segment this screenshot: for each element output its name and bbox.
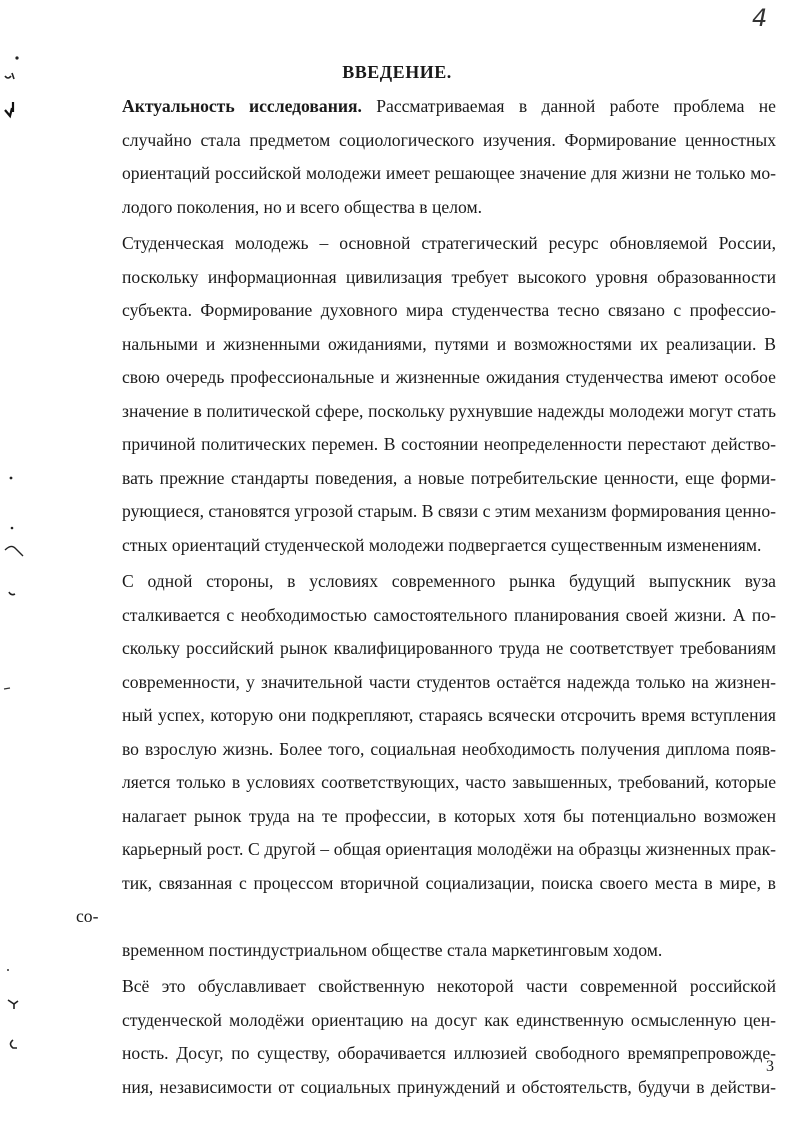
paragraph [76, 90, 776, 224]
paragraph-line: во взрослую жизнь. Более того, социальная необходимость получения диплома появ- [122, 738, 776, 759]
page-title: ВВЕДЕНИЕ. [342, 62, 452, 82]
paragraph-line: ный успех, которую они подкрепляют, стараясь всячески отсрочить время вступления [122, 705, 776, 725]
paragraph-line: случайно стала предметом социологического изучения. Формирование ценностных [122, 129, 776, 150]
paragraph-line: ность. Досуг, по существу, оборачивается иллюзией свободного времяпрепровожде- [122, 1043, 776, 1063]
paragraph-line: рующиеся, становятся угрозой старым. В связи с этим механизм формирования ценно- [122, 501, 776, 521]
paragraph-line [76, 90, 776, 124]
body-text [76, 90, 776, 1104]
paragraph-line: студенческой молодёжи ориентацию на досуг как единственную осмысленную цен- [122, 1009, 776, 1030]
paragraph-line: Студенческая молодежь – основной стратегический ресурс обновляемой России, [122, 233, 776, 253]
paragraph-line: значение в политической сфере, поскольку рухнувшие надежды молодежи могут стать [122, 400, 776, 421]
paragraph-line: скольку российский рынок квалифицированного труда не соответствует требованиям [122, 638, 776, 658]
paragraph-line: ляется только в условиях соответствующих, часто завышенных, требований, которые [122, 772, 776, 792]
paragraph-line: нальными и жизненными ожиданиями, путями и возможностями их реализации. В [122, 333, 776, 354]
paragraph-line: свою очередь профессиональные и жизненные ожидания студенчества имеют особое [122, 367, 776, 387]
paragraph-line: сталкивается с необходимостью самостоятельного планирования своей жизни. А по- [122, 604, 776, 625]
paragraph-line: причиной политических перемен. В состоянии неопределенности перестают действо- [122, 434, 776, 454]
paragraph [76, 565, 776, 967]
paragraph-line: современности, у значительной части студентов остаётся надежда только на жизнен- [122, 671, 776, 692]
paragraph-line: С одной стороны, в условиях современного рынка будущий выпускник вуза [122, 571, 776, 591]
paragraph-line: временном постиндустриальном обществе стала маркетинговым ходом. [122, 939, 663, 960]
paragraph-line: вать прежние стандарты поведения, а новые потребительские ценности, еще форми- [122, 467, 776, 488]
paragraph-line: стных ориентаций студенческой молодежи подвергается существенным изменениям. [122, 534, 762, 555]
margin-marks-icon [0, 0, 40, 1125]
text-span: Рассматриваемая в данной работе проблема не [361, 96, 776, 116]
paragraph-line: ния, независимости от социальных принуждений и обстоятельств, будучи в действи- [122, 1076, 776, 1097]
paragraph-line: тик, связанная с процессом вторичной социализации, поиска своего места в мире, в со- [76, 872, 776, 926]
paragraph [76, 970, 776, 1104]
paragraph-line: налагает рынок труда на те профессии, в которых хотя бы потенциально возможен [122, 805, 776, 826]
paragraph [76, 227, 776, 562]
paragraph-line: карьерный рост. С другой – общая ориентация молодёжи на образцы жизненных прак- [122, 839, 776, 859]
paragraph-line: Всё это обуславливает свойственную некоторой части современной российской [122, 976, 776, 996]
paragraph-line: поскольку информационная цивилизация требует высокого уровня образованности [122, 266, 776, 287]
lead-heading: Актуальность исследования. [122, 96, 362, 116]
handwritten-page-number: 4 [752, 4, 768, 32]
paragraph-line: субъекта. Формирование духовного мира студенчества тесно связано с профессио- [122, 300, 776, 320]
paragraph-line: ориентаций российской молодежи имеет решающее значение для жизни не только мо- [122, 163, 776, 183]
paragraph-line: лодого поколения, но и всего общества в целом. [122, 196, 482, 217]
page-number: 3 [766, 1058, 774, 1075]
